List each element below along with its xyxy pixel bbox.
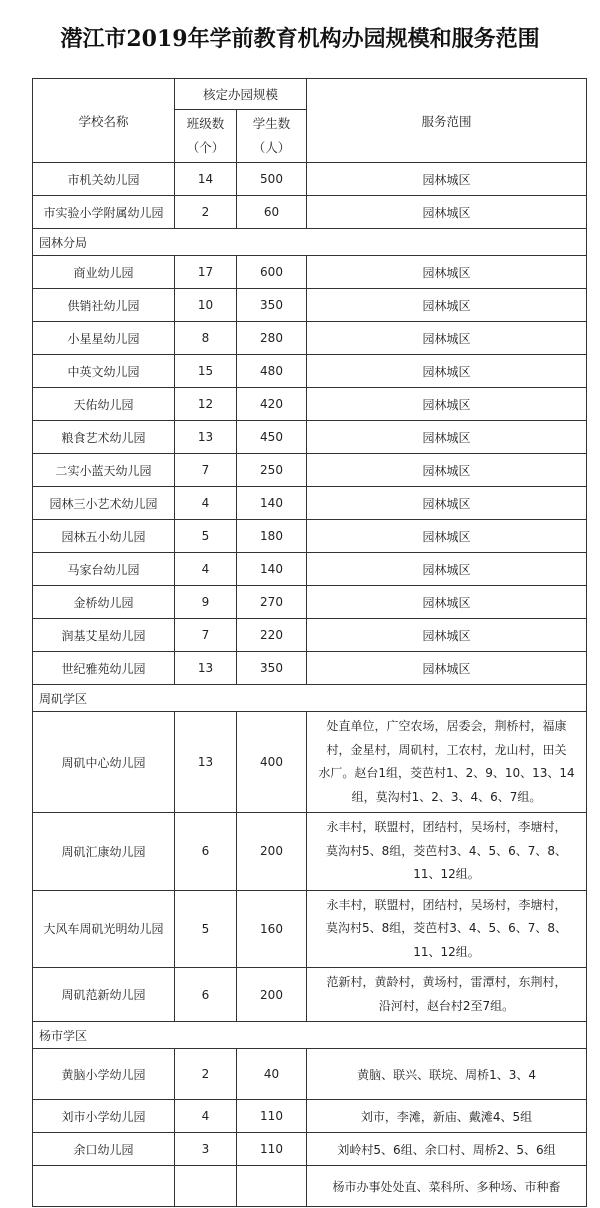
school-name-cell: 周矶范新幼儿园 — [33, 968, 175, 1022]
section-title: 杨市学区 — [33, 1022, 587, 1049]
classes-cell: 5 — [175, 520, 237, 553]
students-cell: 40 — [237, 1049, 307, 1100]
school-name-cell: 黄脑小学幼儿园 — [33, 1049, 175, 1100]
students-cell: 270 — [237, 586, 307, 619]
table-row — [33, 421, 587, 454]
service-area-cell: 园林城区 — [307, 454, 587, 487]
students-cell: 140 — [237, 553, 307, 586]
service-area-line: 莫沟村5、8组，茭芭村3、4、5、6、7、8、 — [325, 921, 568, 935]
classes-cell: 8 — [175, 322, 237, 355]
students-cell: 180 — [237, 520, 307, 553]
service-area-line: 11、12组。 — [413, 944, 480, 959]
school-name-cell: 市实验小学附属幼儿园 — [33, 196, 175, 229]
table-row — [33, 322, 587, 355]
section-title: 周矶学区 — [33, 685, 587, 712]
students-cell: 110 — [237, 1100, 307, 1133]
school-name-cell: 天佑幼儿园 — [33, 388, 175, 421]
header-scale-group: 核定办园规模 — [175, 79, 307, 110]
table-row — [33, 890, 587, 968]
classes-cell: 7 — [175, 619, 237, 652]
service-area-cell — [307, 890, 587, 968]
service-area-line: 莫沟村5、8组，茭芭村3、4、5、6、7、8、 — [325, 843, 568, 858]
students-cell: 480 — [237, 355, 307, 388]
students-cell: 250 — [237, 454, 307, 487]
service-area-line: 范新村，黄龄村，黄场村，雷潭村，东荆村， — [326, 975, 567, 989]
classes-cell: 2 — [175, 196, 237, 229]
table-header — [33, 79, 587, 163]
table-row — [33, 813, 587, 891]
students-cell: 420 — [237, 388, 307, 421]
school-name-cell: 大风车周矶光明幼儿园 — [33, 890, 175, 968]
service-area-line: 永丰村，联盟村，团结村，吴场村，李塘村， — [326, 897, 567, 912]
school-name-cell: 周矶汇康幼儿园 — [33, 813, 175, 891]
classes-cell: 9 — [175, 586, 237, 619]
school-name-cell: 润基艾星幼儿园 — [33, 619, 175, 652]
students-cell: 600 — [237, 256, 307, 289]
classes-cell: 2 — [175, 1049, 237, 1100]
table-row — [33, 1133, 587, 1166]
service-area-cell: 园林城区 — [307, 520, 587, 553]
service-area-line: 村，金星村，周矶村，工农村，龙山村，田关 — [326, 742, 567, 757]
table-row — [33, 355, 587, 388]
table-row — [33, 520, 587, 553]
students-cell: 60 — [237, 196, 307, 229]
service-area-line: 组，莫沟村1、2、3、4、6、7组。 — [351, 789, 542, 804]
school-name-cell: 小星星幼儿园 — [33, 322, 175, 355]
classes-cell: 12 — [175, 388, 237, 421]
students-cell: 280 — [237, 322, 307, 355]
header-students-unit: （人） — [252, 140, 291, 155]
service-area-cell: 园林城区 — [307, 196, 587, 229]
section-header-row — [33, 1022, 587, 1049]
page-title: 潜江市2019年学前教育机构办园规模和服务范围 — [60, 26, 540, 52]
students-cell: 200 — [237, 968, 307, 1022]
school-name-cell: 马家台幼儿园 — [33, 553, 175, 586]
classes-cell: 4 — [175, 487, 237, 520]
service-area-cell: 园林城区 — [307, 388, 587, 421]
service-area-cell: 刘市，李滩，新庙、戴滩4、5组 — [307, 1100, 587, 1133]
students-cell: 200 — [237, 813, 307, 891]
classes-cell: 10 — [175, 289, 237, 322]
classes-cell: 7 — [175, 454, 237, 487]
table-row — [33, 1100, 587, 1133]
service-area-cell: 园林城区 — [307, 256, 587, 289]
service-area-cell: 园林城区 — [307, 421, 587, 454]
section-header-row — [33, 229, 587, 256]
students-cell: 350 — [237, 652, 307, 685]
section-title: 园林分局 — [33, 229, 587, 256]
classes-cell: 3 — [175, 1133, 237, 1166]
students-cell: 400 — [237, 712, 307, 813]
service-area-cell: 刘岭村5、6组、余口村、周桥2、5、6组 — [307, 1133, 587, 1166]
school-name-cell: 中英文幼儿园 — [33, 355, 175, 388]
service-area-cell: 园林城区 — [307, 322, 587, 355]
header-school-name: 学校名称 — [33, 79, 175, 163]
table-row — [33, 652, 587, 685]
service-area-cell: 园林城区 — [307, 163, 587, 196]
table-row — [33, 1166, 587, 1207]
service-area-cell: 园林城区 — [307, 652, 587, 685]
service-area-line: 11、12组。 — [413, 867, 480, 881]
classes-cell: 6 — [175, 813, 237, 891]
header-classes-label: 班级数 — [186, 116, 225, 131]
school-name-cell: 园林三小艺术幼儿园 — [33, 487, 175, 520]
classes-cell: 14 — [175, 163, 237, 196]
header-classes-unit: （个） — [186, 140, 225, 155]
service-area-cell: 园林城区 — [307, 586, 587, 619]
header-classes — [175, 110, 237, 163]
school-name-cell: 刘市小学幼儿园 — [33, 1100, 175, 1133]
service-area-cell — [307, 968, 587, 1022]
table-row — [33, 712, 587, 813]
school-name-cell: 周矶中心幼儿园 — [33, 712, 175, 813]
header-students — [237, 110, 307, 163]
table-row — [33, 454, 587, 487]
school-name-cell: 商业幼儿园 — [33, 256, 175, 289]
header-service-area: 服务范围 — [307, 79, 587, 163]
students-cell: 450 — [237, 421, 307, 454]
classes-cell: 4 — [175, 1100, 237, 1133]
classes-cell — [175, 1166, 237, 1207]
service-area-cell: 园林城区 — [307, 553, 587, 586]
students-cell: 350 — [237, 289, 307, 322]
section-header-row — [33, 685, 587, 712]
classes-cell: 6 — [175, 968, 237, 1022]
students-cell: 500 — [237, 163, 307, 196]
school-name-cell: 世纪雅苑幼儿园 — [33, 652, 175, 685]
service-area-cell: 园林城区 — [307, 619, 587, 652]
table-row — [33, 256, 587, 289]
table-row — [33, 163, 587, 196]
classes-cell: 13 — [175, 652, 237, 685]
students-cell — [237, 1166, 307, 1207]
table-row — [33, 968, 587, 1022]
classes-cell: 17 — [175, 256, 237, 289]
students-cell: 110 — [237, 1133, 307, 1166]
service-area-cell: 园林城区 — [307, 355, 587, 388]
kindergarten-table — [32, 78, 587, 1207]
service-area-cell: 园林城区 — [307, 289, 587, 322]
classes-cell: 13 — [175, 712, 237, 813]
school-name-cell: 粮食艺术幼儿园 — [33, 421, 175, 454]
school-name-cell — [33, 1166, 175, 1207]
service-area-cell: 黄脑、联兴、联垸、周桥1、3、4 — [307, 1049, 587, 1100]
table-row — [33, 196, 587, 229]
students-cell: 160 — [237, 890, 307, 968]
table-row — [33, 388, 587, 421]
service-area-cell — [307, 813, 587, 891]
classes-cell: 15 — [175, 355, 237, 388]
service-area-line: 永丰村，联盟村，团结村，吴场村，李塘村， — [326, 820, 567, 834]
table-row — [33, 553, 587, 586]
school-name-cell: 市机关幼儿园 — [33, 163, 175, 196]
service-area-line: 沿河村，赵台村2至7组。 — [378, 998, 515, 1013]
classes-cell: 13 — [175, 421, 237, 454]
table-row — [33, 289, 587, 322]
table-body — [33, 163, 587, 1207]
students-cell: 220 — [237, 619, 307, 652]
school-name-cell: 园林五小幼儿园 — [33, 520, 175, 553]
header-students-label: 学生数 — [252, 116, 291, 131]
table-row — [33, 586, 587, 619]
service-area-cell — [307, 712, 587, 813]
classes-cell: 5 — [175, 890, 237, 968]
service-area-cell: 杨市办事处处直、菜科所、多种场、市种畜 — [307, 1166, 587, 1207]
service-area-line: 水厂。赵台1组，茭芭村1、2、9、10、13、14 — [318, 766, 575, 780]
school-name-cell: 二实小蓝天幼儿园 — [33, 454, 175, 487]
school-name-cell: 供销社幼儿园 — [33, 289, 175, 322]
table-row — [33, 487, 587, 520]
service-area-cell: 园林城区 — [307, 487, 587, 520]
school-name-cell: 金桥幼儿园 — [33, 586, 175, 619]
school-name-cell: 余口幼儿园 — [33, 1133, 175, 1166]
service-area-line: 处直单位，广空农场，居委会，荆桥村，福康 — [326, 719, 567, 733]
students-cell: 140 — [237, 487, 307, 520]
table-row — [33, 619, 587, 652]
classes-cell: 4 — [175, 553, 237, 586]
table-row — [33, 1049, 587, 1100]
